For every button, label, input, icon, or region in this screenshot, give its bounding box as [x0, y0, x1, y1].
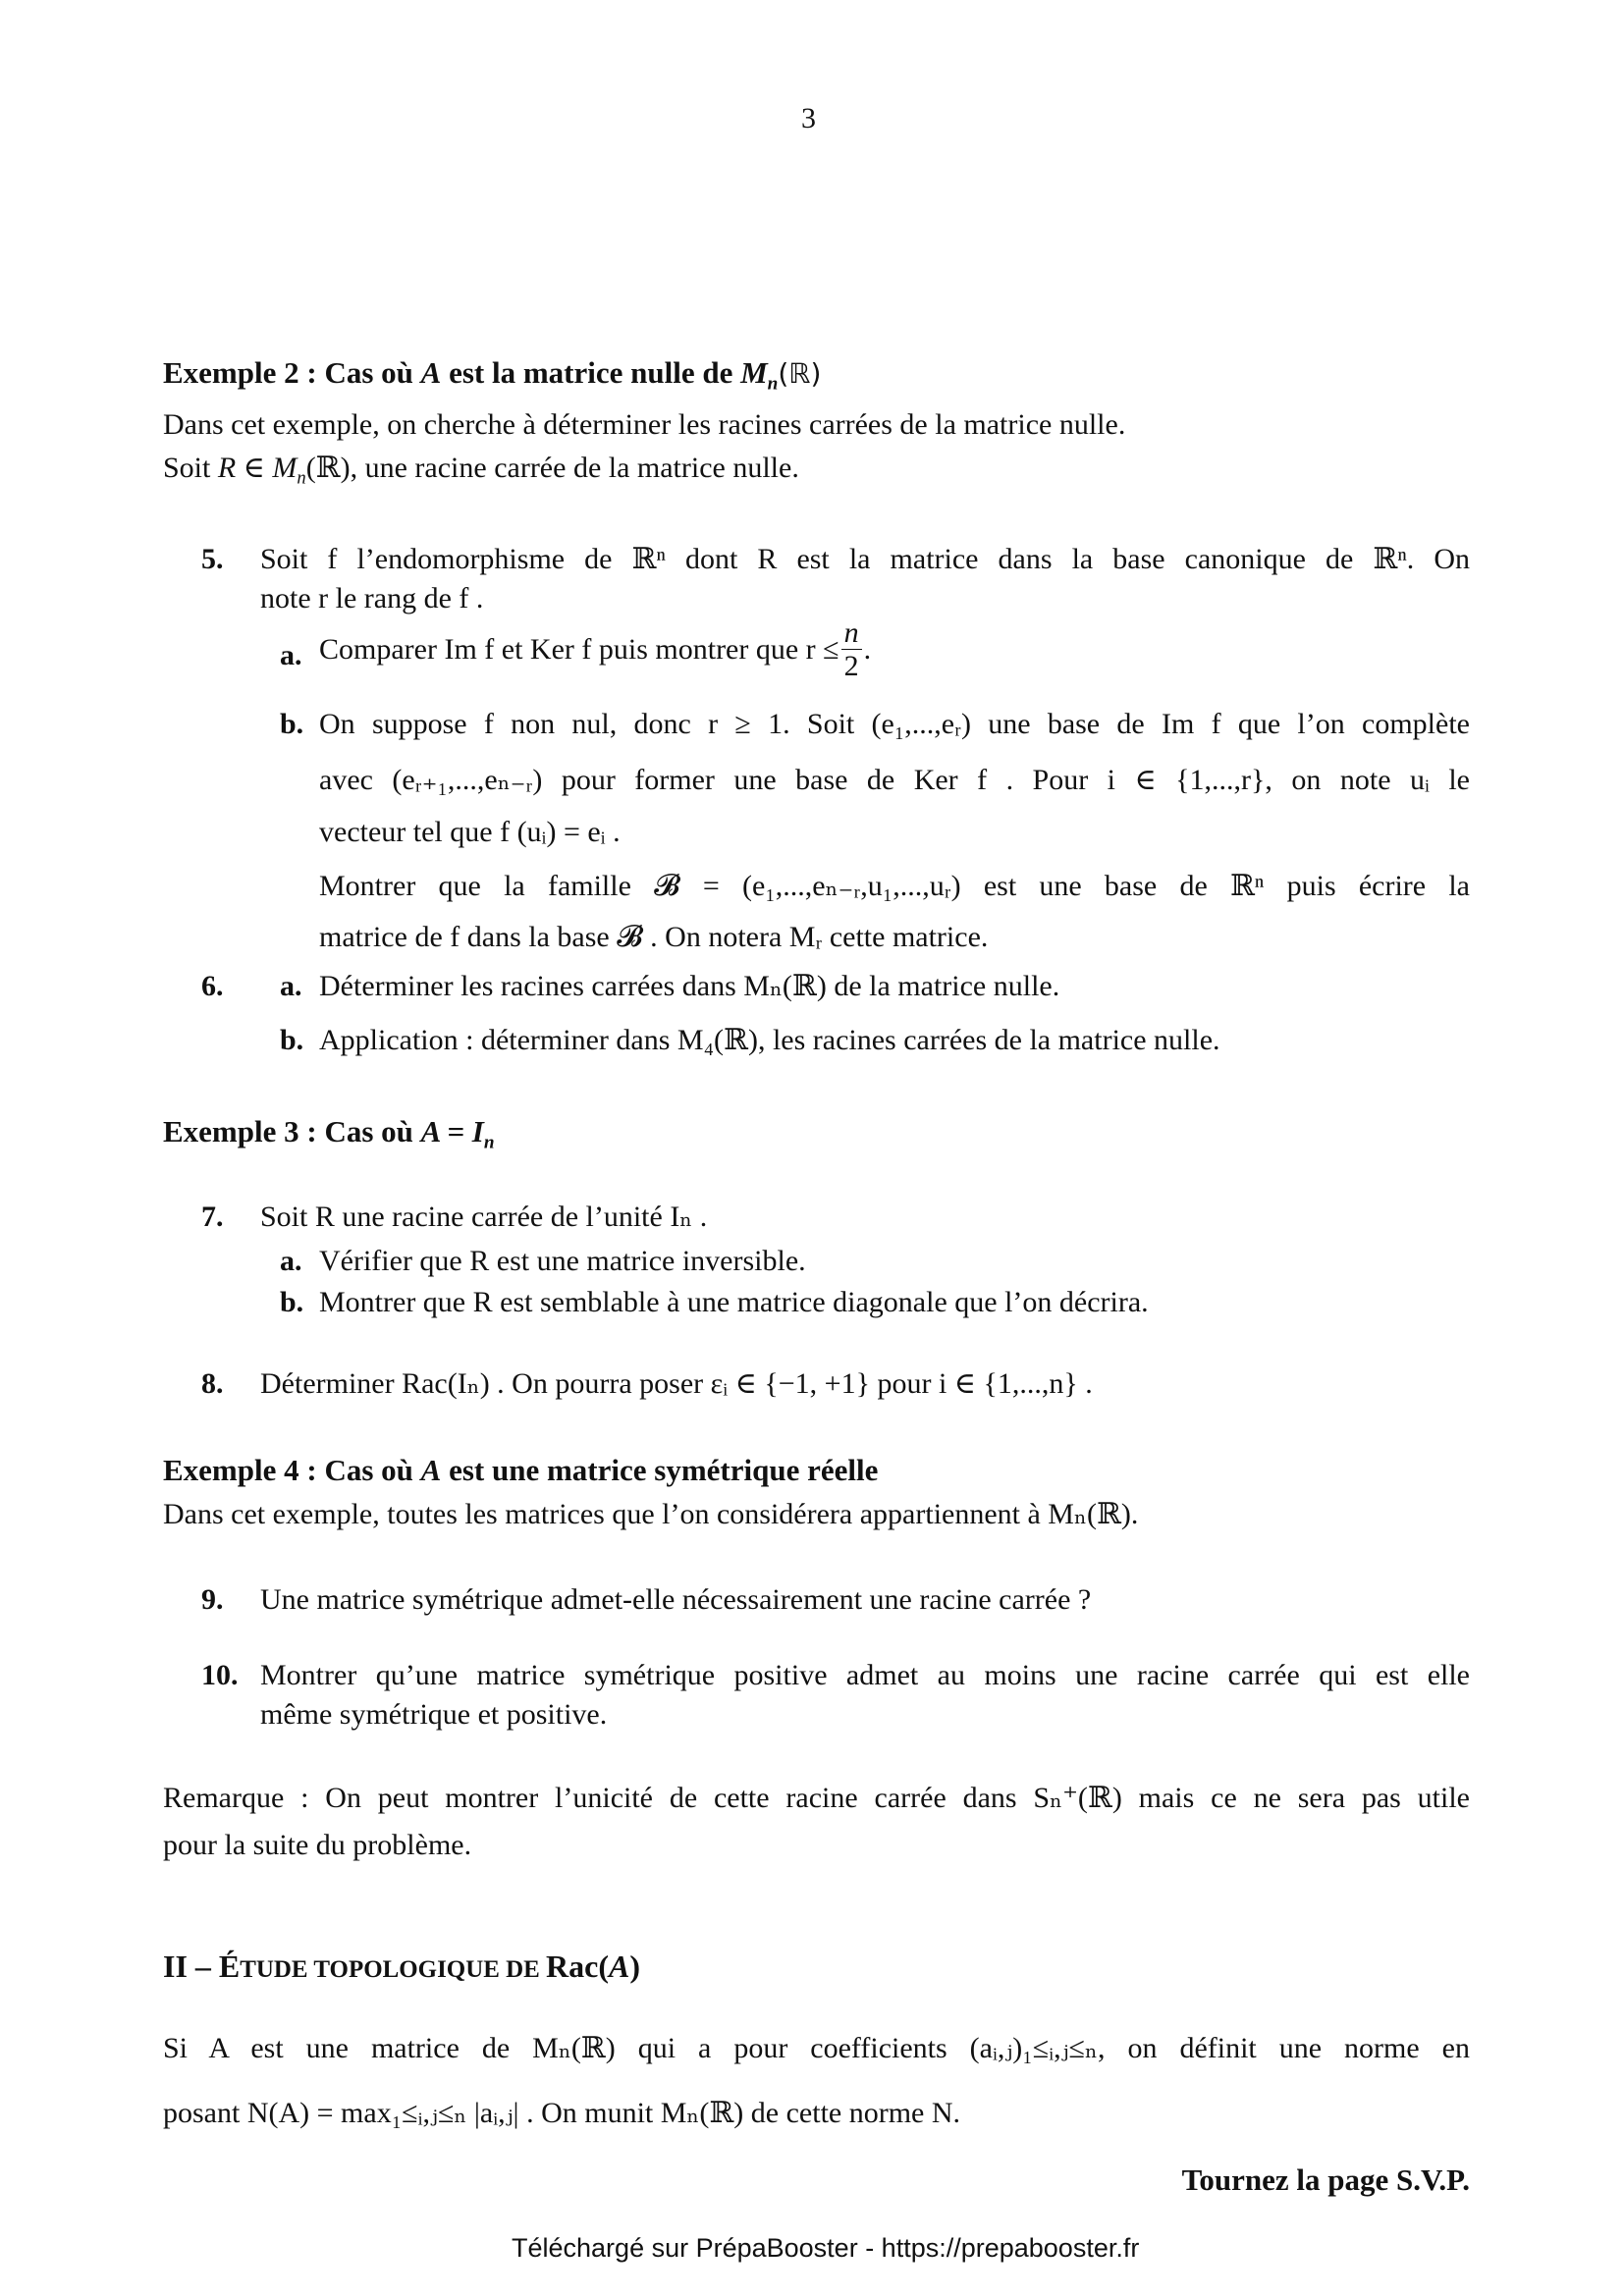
q5a-body: Comparer Im f et Ker f puis montrer que r ≤: [319, 633, 839, 666]
q6b-label: b.: [280, 1024, 304, 1056]
q5a-end: .: [863, 633, 872, 666]
q5-line1: Soit f l’endomorphisme de ℝⁿ dont R est la matrice dans la base canonique de ℝⁿ. On: [260, 543, 1470, 575]
q7a-label: a.: [280, 1245, 302, 1277]
q5b-line4: Montrer que la famille 𝓑 = (e₁,...,eₙ₋ᵣ,u₁,...,uᵣ) est une base de ℝⁿ puis écrire la: [319, 870, 1470, 902]
intro-sub: n: [297, 467, 306, 489]
intro-arg: (ℝ): [305, 452, 351, 484]
remark-line1: Remarque : On peut montrer l’unicité de cette racine carrée dans Sₙ⁺(ℝ) mais ce ne sera pas utile: [163, 1782, 1470, 1814]
example-3-title-prefix: Exemple 3 : Cas où: [163, 1114, 421, 1148]
q5-number: 5.: [201, 543, 224, 575]
example-2-title-math: M: [740, 355, 768, 390]
intro-math: R ∈ M: [217, 452, 298, 484]
q5b-line3: vecteur tel que f (uᵢ) = eᵢ .: [319, 816, 621, 848]
example-3-title-math: A = I: [420, 1114, 484, 1148]
intro-prefix: Soit: [163, 452, 218, 484]
example-4-intro: Dans cet exemple, toutes les matrices que l’on considérera appartiennent à Mₙ(ℝ).: [163, 1498, 1139, 1530]
example-2-title-A: A: [420, 355, 442, 390]
q5b-line5: matrice de f dans la base 𝓑 . On notera Mᵣ cette matrice.: [319, 921, 989, 953]
section-2-rac: Rac(: [546, 1949, 609, 1984]
section-2-smallcaps: TUDE TOPOLOGIQUE DE: [240, 1956, 547, 1983]
example-4-title-prefix: Exemple 4 : Cas où: [163, 1453, 421, 1487]
q5a-label: a.: [280, 639, 302, 671]
q7b-label: b.: [280, 1286, 304, 1318]
page-number: 3: [801, 102, 816, 134]
q10-number: 10.: [201, 1659, 239, 1691]
section-2-numeral: II –: [163, 1949, 219, 1984]
norm-line1: Si A est une matrice de Mₙ(ℝ) qui a pour coefficients (aᵢ,ⱼ)₁≤ᵢ,ⱼ≤ₙ, on définit une norme en: [163, 2032, 1470, 2064]
q5a-text: [319, 618, 871, 681]
q7-text: Soit R une racine carrée de l’unité Iₙ .: [260, 1201, 708, 1233]
q9-text: Une matrice symétrique admet-elle nécessairement une racine carrée ?: [260, 1583, 1092, 1616]
q9-number: 9.: [201, 1583, 224, 1616]
q5-line2: note r le rang de f .: [260, 582, 484, 614]
section-2-big-e: É: [218, 1949, 241, 1984]
q8-number: 8.: [201, 1367, 224, 1400]
q5b-line1: On suppose f non nul, donc r ≥ 1. Soit (e₁,...,eᵣ) une base de Im f que l’on complète: [319, 708, 1470, 740]
example-4-heading: [163, 1455, 878, 1485]
example-3-title-sub: n: [483, 1132, 495, 1153]
example-2-title-arg: (ℝ): [778, 357, 822, 390]
q7b-text: Montrer que R est semblable à une matrice diagonale que l’on décrira.: [319, 1286, 1149, 1318]
q8-text: Déterminer Rac(Iₙ) . On pourra poser εᵢ ∈ {−1, +1} pour i ∈ {1,...,n} .: [260, 1367, 1093, 1400]
q7-number: 7.: [201, 1201, 224, 1233]
section-2-A: A: [608, 1949, 630, 1984]
example-2-intro-line2: [163, 452, 799, 489]
norm-line2: posant N(A) = max₁≤ᵢ,ⱼ≤ₙ |aᵢ,ⱼ| . On munit Mₙ(ℝ) de cette norme N.: [163, 2097, 961, 2129]
example-2-title-suffix: est la matrice nulle de: [441, 355, 741, 390]
section-2-heading: [163, 1950, 640, 1983]
q10-line2: même symétrique et positive.: [260, 1698, 608, 1731]
example-4-title-suffix: est une matrice symétrique réelle: [441, 1453, 879, 1487]
example-2-title-sub: n: [767, 373, 779, 395]
q5b-line2: avec (eᵣ₊₁,...,eₙ₋ᵣ) pour former une base de Ker f . Pour i ∈ {1,...,r}, on note uᵢ le: [319, 764, 1470, 796]
q6b-text: Application : déterminer dans M₄(ℝ), les racines carrées de la matrice nulle.: [319, 1024, 1220, 1056]
example-2-intro-line1: Dans cet exemple, on cherche à déterminer les racines carrées de la matrice nulle.: [163, 408, 1126, 441]
q6-number: 6.: [201, 970, 224, 1002]
intro-suffix: , une racine carrée de la matrice nulle.: [350, 452, 799, 484]
turn-page-note: Tournez la page S.V.P.: [1181, 2163, 1470, 2197]
fraction-n-over-2: [841, 618, 862, 681]
example-2-title-prefix: Exemple 2 : Cas où: [163, 355, 421, 390]
q7a-text: Vérifier que R est une matrice inversible.: [319, 1245, 806, 1277]
remark-line2: pour la suite du problème.: [163, 1829, 472, 1861]
q10-line1: Montrer qu’une matrice symétrique positive admet au moins une racine carrée qui est elle: [260, 1659, 1470, 1691]
q5b-label: b.: [280, 708, 304, 740]
download-footer: Téléchargé sur PrépaBooster - https://prepabooster.fr: [512, 2233, 1140, 2263]
example-4-title-A: A: [420, 1453, 442, 1487]
q6a-label: a.: [280, 970, 302, 1002]
frac-den: 2: [843, 650, 859, 682]
frac-num: n: [841, 618, 862, 650]
section-2-close: ): [629, 1949, 640, 1984]
example-3-heading: [163, 1114, 495, 1153]
q6a-text: Déterminer les racines carrées dans Mₙ(ℝ) de la matrice nulle.: [319, 970, 1060, 1002]
example-2-heading: [163, 355, 822, 395]
